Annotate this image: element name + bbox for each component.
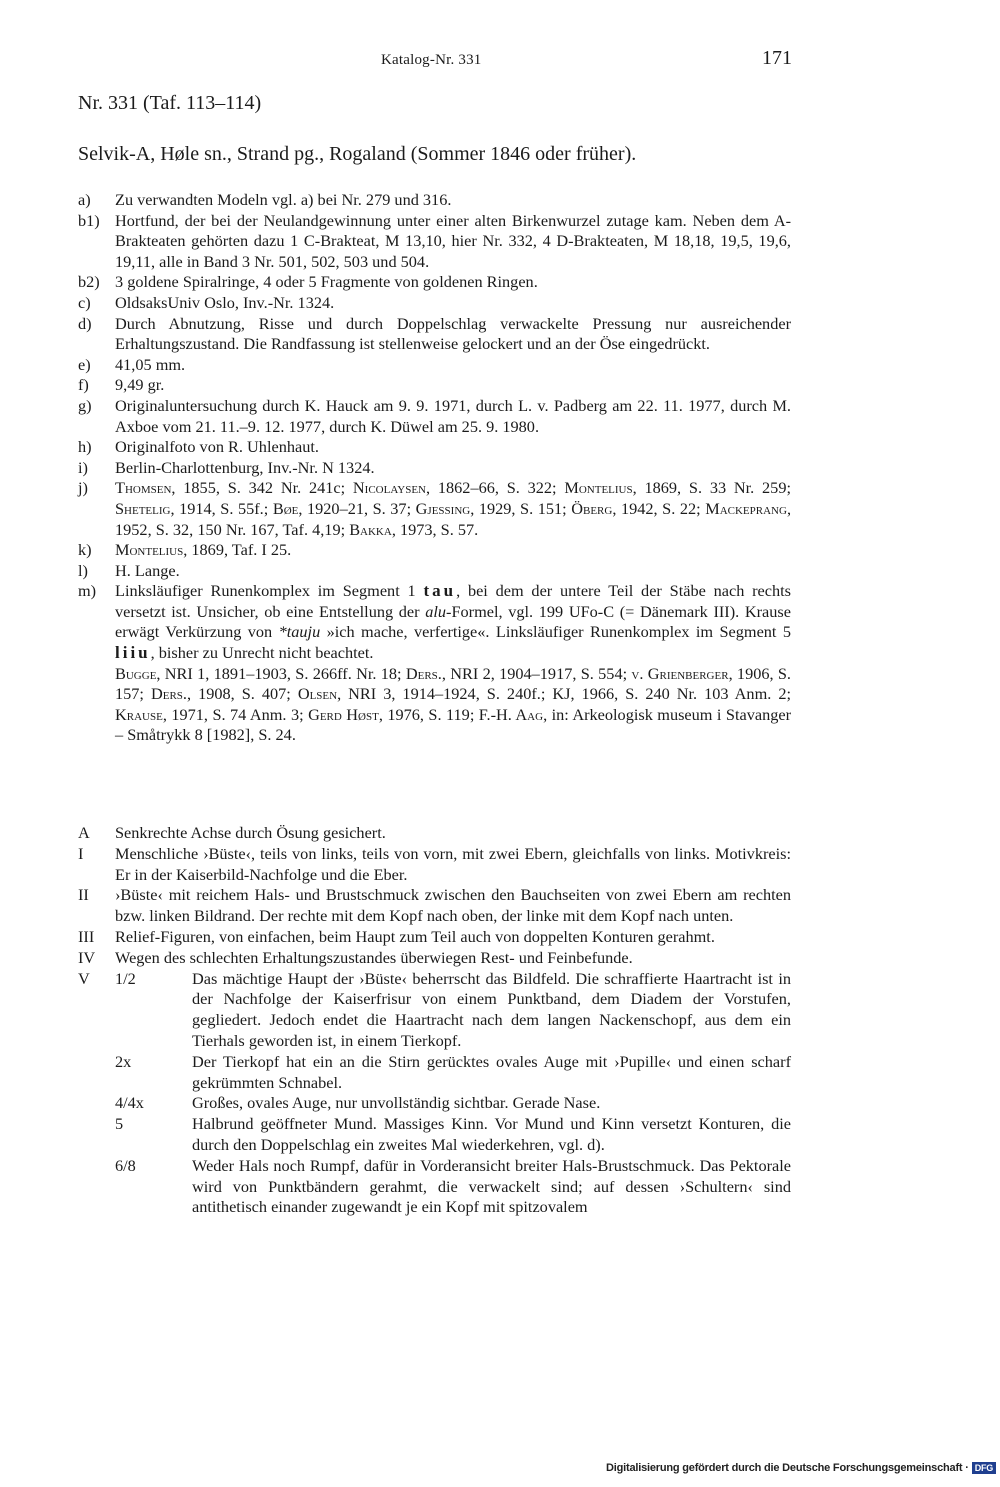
- runic-text: , bisher zu Unrecht nicht beachtet.: [150, 643, 374, 663]
- runic-text: Linksläufiger Runenkomplex im Segment 1: [115, 581, 424, 601]
- entry-label: l): [78, 560, 88, 580]
- author-name: Gjessing: [415, 498, 471, 518]
- find-location-title: Selvik-A, Høle sn., Strand pg., Rogaland (Sommer 1846 oder früher).: [78, 143, 637, 165]
- entry-g: [78, 396, 791, 437]
- section-label: I: [78, 843, 84, 863]
- description-sections: [78, 823, 791, 1218]
- citation-text: , NRI 1, 1891–1903, S. 266ff. Nr. 18;: [156, 663, 406, 683]
- subentry-label: 5: [115, 1114, 124, 1134]
- section-II: [78, 885, 791, 927]
- entry-text: Zu verwandten Modeln vgl. a) bei Nr. 279 und 316.: [115, 190, 452, 209]
- subentry-text: Das mächtige Haupt der ›Büste‹ beherrscht das Bildfeld. Die schraffierte Haartracht ist in der Nachfolge der Kaiserfrisur von einem Punktband, dem Diadem der Vorstufen, gegliedert. Jedoch endet die Haartracht nach dem langen Nackenschopf, aus dem ein Tierhals geworden ist, in einem Tierkopf.: [192, 968, 791, 1050]
- author-name: Krause: [115, 704, 163, 724]
- entry-h: [78, 437, 791, 458]
- citation-text: , 1920–21, S. 37;: [298, 498, 416, 518]
- reconstructed-word: *tauju: [278, 622, 321, 642]
- section-label: II: [78, 885, 89, 905]
- entry-c: [78, 293, 791, 314]
- citation-text: , 1914, S. 55f.;: [170, 498, 273, 518]
- section-label: V: [78, 968, 90, 988]
- rune-transliteration: liiu: [115, 643, 151, 663]
- section-label: III: [78, 926, 95, 946]
- entry-k: [78, 540, 791, 561]
- citation-text: , 1942, S. 22;: [612, 498, 706, 518]
- author-name: Ders.: [150, 684, 187, 704]
- author-name: Öberg: [571, 498, 613, 518]
- entry-i: [78, 458, 791, 479]
- subentry-label: 4/4x: [115, 1093, 144, 1113]
- section-I: [78, 844, 791, 886]
- entry-label: i): [78, 457, 88, 477]
- citation-text: , 1971, S. 74 Anm. 3;: [162, 704, 309, 724]
- subentry: [115, 1093, 791, 1114]
- citation-text: , 1908, S. 407;: [186, 684, 298, 704]
- author-name: Ders.: [405, 663, 442, 683]
- citation-text: , 1906, S. 157;: [115, 663, 791, 704]
- entry-text: 3 goldene Spiralringe, 4 oder 5 Fragmente von goldenen Ringen.: [115, 272, 538, 292]
- catalog-entries: [78, 190, 791, 746]
- entry-text: Originaluntersuchung durch K. Hauck am 9. 9. 1971, durch L. v. Padberg am 22. 11. 1977, durch M. Axboe vom 21. 11.–9. 12. 1977, durch K. Düwel am 25. 9. 1980.: [115, 395, 791, 436]
- subentry: [115, 1156, 791, 1218]
- section-A: [78, 823, 791, 844]
- entry-label: k): [78, 540, 92, 560]
- formula-name: alu: [425, 601, 447, 621]
- page-number: 171: [762, 47, 792, 69]
- digitization-footer: [606, 1462, 996, 1474]
- entry-b1: [78, 211, 791, 273]
- section-text: Wegen des schlechten Erhaltungszustandes überwiegen Rest- und Feinbefunde.: [115, 947, 633, 967]
- entry-text: H. Lange.: [115, 560, 180, 580]
- citation-text: , in: Arkeologisk museum i Stavanger – Småtrykk 8 [1982], S. 24.: [115, 704, 791, 745]
- subentry: [115, 1052, 791, 1094]
- section-III: [78, 927, 791, 948]
- citation-text: , 1869, S. 33 Nr. 259;: [632, 478, 791, 498]
- author-name: Bugge: [115, 663, 157, 683]
- citation-text: , NRI 2, 1904–1917, S. 554;: [441, 663, 632, 683]
- section-text: Relief-Figuren, von einfachen, beim Haupt zum Teil auch von doppelten Konturen gerahmt.: [115, 926, 715, 946]
- author-name: Gerd Høst: [308, 704, 379, 724]
- author-name: Montelius: [564, 478, 633, 498]
- entry-j: [78, 478, 791, 540]
- footer-text: Digitalisierung gefördert durch die Deutsche Forschungsgemeinschaft ·: [606, 1462, 969, 1474]
- section-text: Menschliche ›Büste‹, teils von links, teils von vorn, mit zwei Ebern, gleichfalls von links. Motivkreis: Er in der Kaiserbild-Nachfolge und die Eber.: [115, 843, 791, 884]
- entry-label: c): [78, 292, 91, 312]
- entry-text: Berlin-Charlottenburg, Inv.-Nr. N 1324.: [115, 457, 375, 477]
- subentry-label: 6/8: [115, 1155, 136, 1175]
- author-name: Thomsen: [115, 478, 172, 498]
- author-name: v. Grienberger: [631, 663, 729, 683]
- runic-text: »ich mache, verfertige«. Linksläufiger Runenkomplex im Segment 5: [320, 622, 791, 642]
- entry-label: h): [78, 437, 92, 457]
- citation-text: , 1862–66, S. 322;: [426, 478, 565, 498]
- entry-label: e): [78, 354, 91, 374]
- author-name: Mackeprang: [705, 498, 787, 518]
- entry-text: Durch Abnutzung, Risse und durch Doppelschlag verwackelte Pressung nur ausreichender Erhaltungszustand. Die Randfassung ist stellenweise gelockert und an der Öse eingedrückt.: [115, 313, 791, 354]
- section-subentries: [115, 969, 791, 1219]
- citation-text: , NRI 3, 1914–1924, S. 240f.; KJ, 1966, S. 240 Nr. 103 Anm. 2;: [337, 684, 791, 704]
- author-name: F.-H. Aag: [478, 704, 544, 724]
- citation-text: , 1855, S. 342 Nr. 241c;: [171, 478, 353, 498]
- author-name: Montelius: [115, 540, 184, 560]
- runic-text: , bei dem der untere Teil der Stäbe nach rechts versetzt ist. Unsicher, ob eine Entstellung der: [115, 581, 791, 621]
- entry-d: [78, 314, 791, 355]
- entry-text: Hortfund, der bei der Neulandgewinnung unter einer alten Birkenwurzel zutage kam. Neben dem A-Brakteaten gehörten dazu 1 C-Brakteat, M 13,10, hier Nr. 332, 4 D-Brakteaten, M 18,18, 19,5, 19,6, 19,11, alle in Band 3 Nr. 501, 502, 503 und 504.: [115, 210, 791, 271]
- entry-label: a): [78, 190, 91, 209]
- author-name: Bakka: [349, 519, 392, 539]
- rune-transliteration: tau: [423, 581, 457, 601]
- subentry-text: Weder Hals noch Rumpf, dafür in Vorderansicht breiter Hals-Brustschmuck. Das Pektorale wird von Punktbändern gerahmt, die verwackelt sind; auf dessen ›Schultern‹ sind antithetisch einander zugewandt je ein Kopf mit spitzovalem: [192, 1155, 791, 1217]
- entry-label: g): [78, 395, 92, 415]
- entry-label: f): [78, 375, 89, 395]
- entry-text: 41,05 mm.: [115, 354, 186, 374]
- citation-text: , 1929, S. 151;: [470, 498, 572, 518]
- citation-text: , 1973, S. 57.: [391, 519, 479, 539]
- entry-label: b1): [78, 210, 100, 230]
- entry-text: 9,49 gr.: [115, 375, 165, 395]
- catalog-number-title: Nr. 331 (Taf. 113–114): [78, 92, 262, 114]
- entry-e: [78, 355, 791, 376]
- entry-text: [115, 478, 791, 540]
- section-V: [78, 969, 791, 1219]
- entry-text: [115, 581, 791, 746]
- citation-text: , 1869, Taf. I 25.: [183, 540, 292, 560]
- subentry-text: Halbrund geöffneter Mund. Massiges Kinn. Vor Mund und Kinn versetzt Konturen, die durch den Doppelschlag ein zweites Mal wiederkehren, vgl. d).: [192, 1114, 791, 1154]
- entry-b2: [78, 272, 791, 293]
- author-name: Bøe: [272, 498, 299, 518]
- runic-text: -Formel, vgl. 199 UFo-C (= Dänemark III). Krause erwägt Verkürzung von: [115, 601, 791, 642]
- section-label: A: [78, 823, 90, 842]
- entry-text: [115, 540, 791, 561]
- entry-label: j): [78, 478, 88, 498]
- entry-label: b2): [78, 272, 100, 292]
- subentry-label: 1/2: [115, 968, 136, 988]
- dfg-logo: DFG: [972, 1462, 996, 1474]
- entry-label: m): [78, 581, 97, 601]
- subentry: [115, 969, 791, 1052]
- entry-text: Originalfoto von R. Uhlenhaut.: [115, 437, 319, 457]
- section-text: ›Büste‹ mit reichem Hals- und Brustschmuck zwischen den Bauchseiten von zwei Ebern am rechten bzw. linken Bildrand. Der rechte mit dem Kopf nach oben, der linke mit dem Kopf nach unten.: [115, 885, 791, 926]
- author-name: Olsen: [297, 684, 338, 704]
- entry-m: [78, 581, 791, 746]
- section-label: IV: [78, 947, 96, 967]
- citation-text: , 1976, S. 119;: [378, 704, 479, 724]
- entry-l: [78, 561, 791, 582]
- entry-text: OldsaksUniv Oslo, Inv.-Nr. 1324.: [115, 292, 335, 312]
- entry-label: d): [78, 313, 92, 333]
- section-text: Senkrechte Achse durch Ösung gesichert.: [115, 823, 386, 842]
- author-name: Nicolaysen: [352, 478, 427, 498]
- section-IV: [78, 948, 791, 969]
- subentry-text: Der Tierkopf hat ein an die Stirn gerücktes ovales Auge mit ›Pupille‹ und einen scharf gekrümmten Schnabel.: [192, 1051, 791, 1092]
- entry-a: [78, 190, 791, 211]
- subentry-text: Großes, ovales Auge, nur unvollständig sichtbar. Gerade Nase.: [192, 1093, 601, 1113]
- running-head: Katalog-Nr. 331: [381, 52, 482, 68]
- subentry-label: 2x: [115, 1051, 132, 1071]
- author-name: Shetelig: [115, 498, 171, 518]
- citation-text: , 1952, S. 32, 150 Nr. 167, Taf. 4,19;: [115, 498, 792, 539]
- subentry: [115, 1114, 791, 1156]
- entry-f: [78, 375, 791, 396]
